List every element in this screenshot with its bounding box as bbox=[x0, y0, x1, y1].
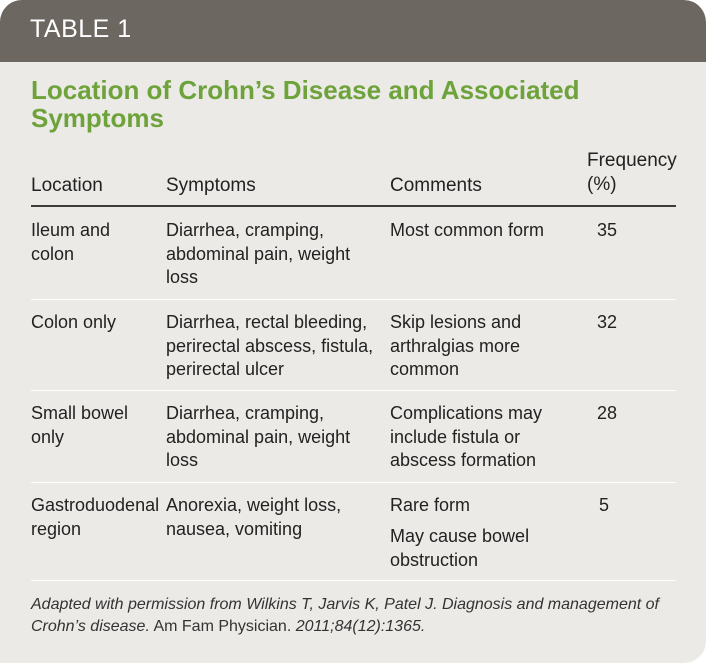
column-header-location: Location bbox=[31, 175, 103, 196]
cell-comments: Most common form bbox=[390, 220, 545, 240]
column-header-comments: Comments bbox=[390, 175, 482, 196]
cell-location: Ileum and colon bbox=[31, 220, 111, 264]
cell-comments: Rare form bbox=[390, 495, 471, 515]
footnote-text: Adapted with permission from Wilkins T, Jarvis K, Patel J. Diagnosis and management of Crohn’s disease. bbox=[31, 596, 659, 635]
cell-symptoms: Diarrhea, cramping, abdominal pain, weight loss bbox=[166, 403, 351, 470]
cell-location: Small bowel only bbox=[31, 403, 129, 447]
table-label: TABLE 1 bbox=[30, 15, 132, 43]
cell-frequency: 35 bbox=[596, 220, 617, 240]
cell-comments: Skip lesions and arthralgias more common bbox=[390, 312, 522, 379]
table-header-bar bbox=[0, 0, 706, 62]
cell-symptoms: Anorexia, weight loss, nausea, vomiting bbox=[166, 495, 342, 539]
source-footnote bbox=[31, 594, 681, 638]
column-header-symptoms: Symptoms bbox=[166, 175, 256, 196]
cell-symptoms: Diarrhea, cramping, abdominal pain, weight loss bbox=[166, 220, 351, 287]
column-header-frequency: Frequency (%) bbox=[587, 150, 677, 195]
header-rule bbox=[31, 205, 676, 207]
row-divider bbox=[31, 482, 676, 483]
table-title: Location of Crohn’s Disease and Associated Symptoms bbox=[31, 75, 580, 133]
cell-comments: Complications may include fistula or abscess formation bbox=[390, 403, 543, 470]
cell-comments-extra: May cause bowel obstruction bbox=[390, 526, 530, 570]
row-divider bbox=[31, 299, 676, 300]
table-bottom-rule bbox=[31, 580, 676, 581]
cell-frequency: 32 bbox=[596, 312, 617, 332]
cell-location: Colon only bbox=[31, 312, 117, 332]
cell-frequency: 28 bbox=[596, 403, 617, 423]
footnote-citation: 2011;84(12):1365. bbox=[295, 618, 426, 635]
cell-symptoms: Diarrhea, rectal bleeding, perirectal abscess, fistula, perirectal ulcer bbox=[166, 312, 374, 379]
cell-frequency: 5 bbox=[598, 495, 609, 515]
footnote-journal: Am Fam Physician. bbox=[153, 618, 292, 635]
cell-location: Gastroduodenal region bbox=[31, 495, 160, 539]
row-divider bbox=[31, 390, 676, 391]
